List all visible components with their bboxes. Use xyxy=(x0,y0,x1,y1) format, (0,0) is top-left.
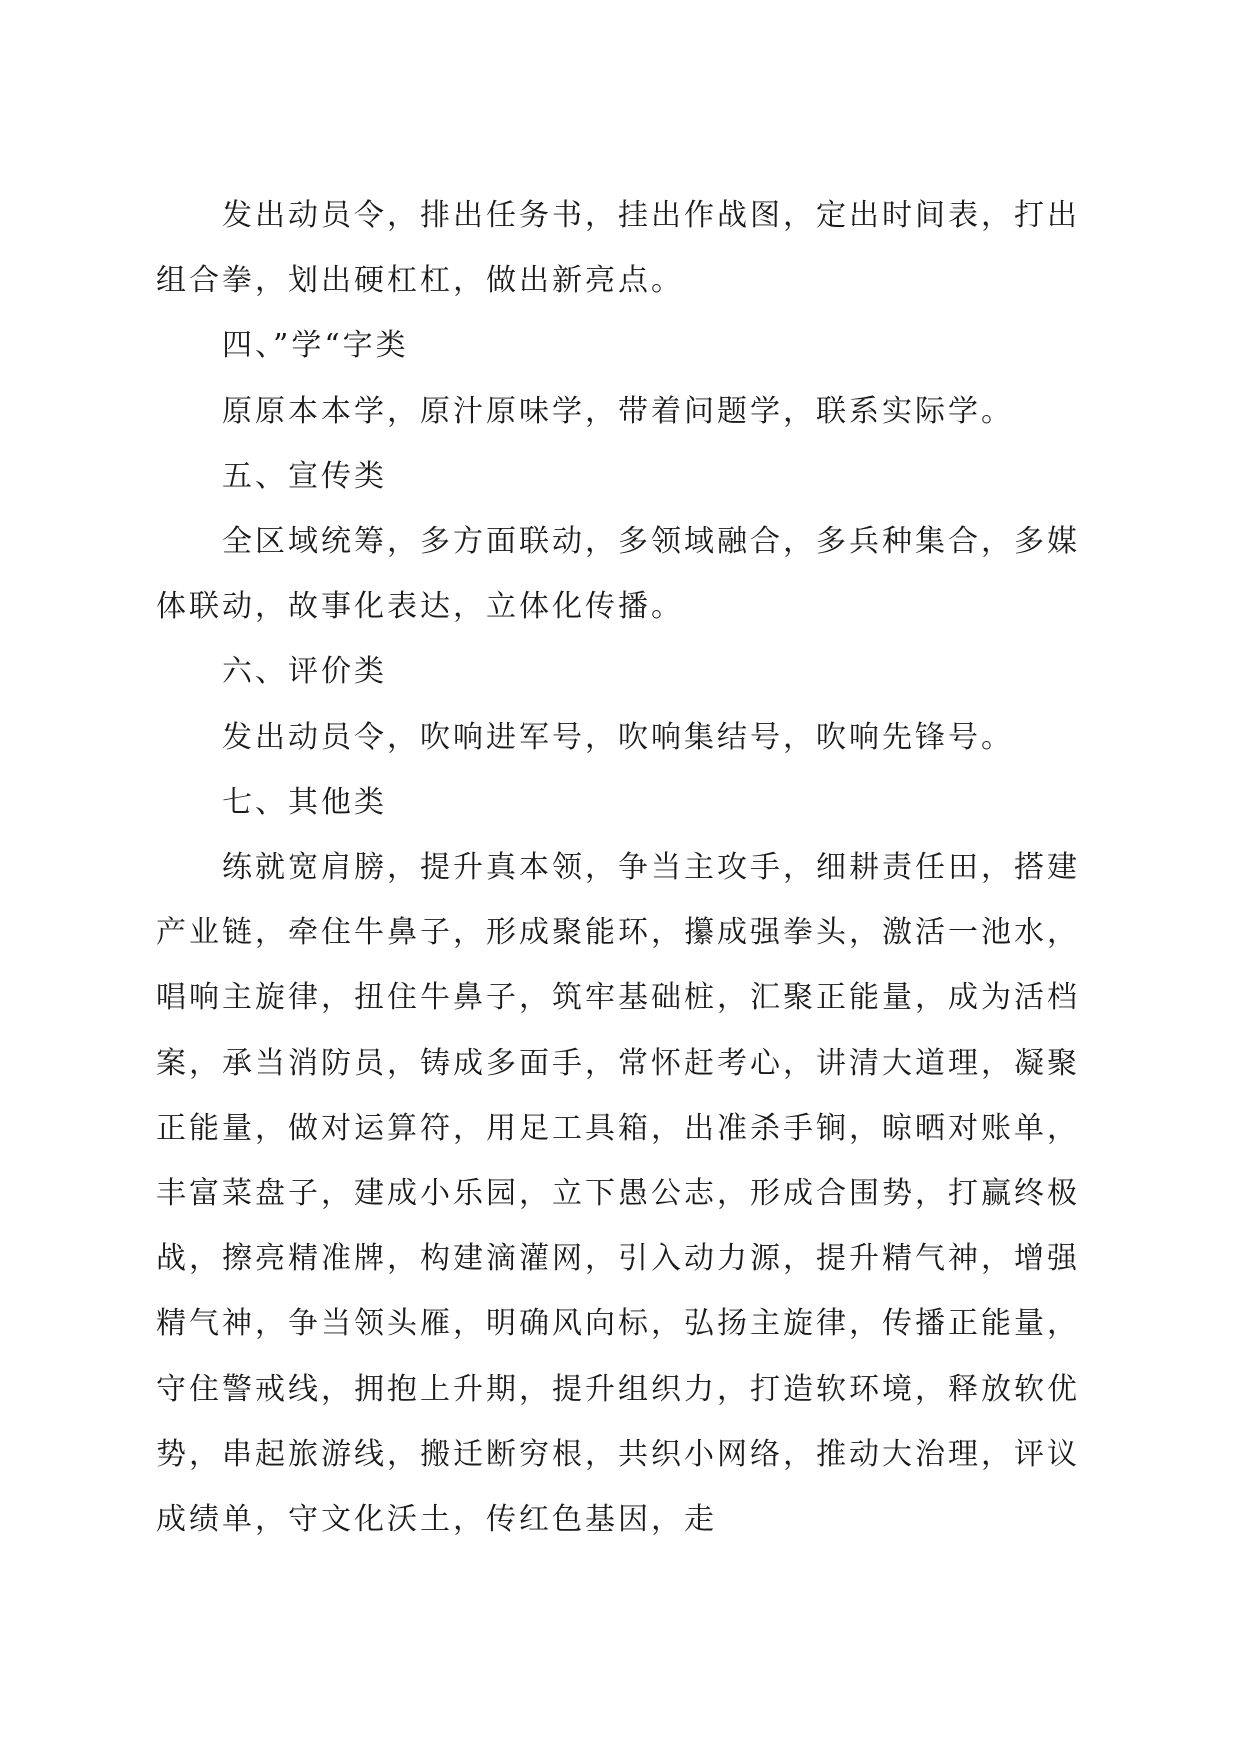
document-body xyxy=(156,183,1080,1552)
heading-publicity-category: 五、宣传类 xyxy=(222,458,387,494)
paragraph-mobilization: 发出动员令，排出任务书，挂出作战图，定出时间表，打出组合拳，划出硬杠杠，做出新亮点。 xyxy=(156,198,1080,299)
paragraph-other: 练就宽肩膀，提升真本领，争当主攻手，细耕责任田，搭建产业链，牵住牛鼻子，形成聚能环，攥成强拳头，激活一池水，唱响主旋律，扭住牛鼻子，筑牢基础桩，汇聚正能量，成为活档案，承当消防员，铸成多面手，常怀赶考心，讲清大道理，凝聚正能量，做对运算符，用足工具箱，出准杀手锏，晾晒对账单，丰富菜盘子，建成小乐园，立下愚公志，形成合围势，打赢终极战，擦亮精准牌，构建滴灌网，引入动力源，提升精气神，增强精气神，争当领头雁，明确风向标，弘扬主旋律，传播正能量，守住警戒线，拥抱上升期，提升组织力，打造软环境，释放软优势，串起旅游线，搬迁断穷根，共织小网络，推动大治理，评议成绩单，守文化沃土，传红色基因，走 xyxy=(156,850,1080,1538)
heading-evaluation-category: 六、评价类 xyxy=(222,654,387,690)
heading-other-category: 七、其他类 xyxy=(222,784,387,820)
heading-study-category: 四、”学“字类 xyxy=(222,328,409,364)
paragraph-evaluation: 发出动员令，吹响进军号，吹响集结号，吹响先锋号。 xyxy=(222,719,1014,755)
paragraph-publicity: 全区域统筹，多方面联动，多领域融合，多兵种集合，多媒体联动，故事化表达，立体化传播。 xyxy=(156,524,1080,625)
paragraph-study: 原原本本学，原汁原味学，带着问题学，联系实际学。 xyxy=(222,393,1014,429)
